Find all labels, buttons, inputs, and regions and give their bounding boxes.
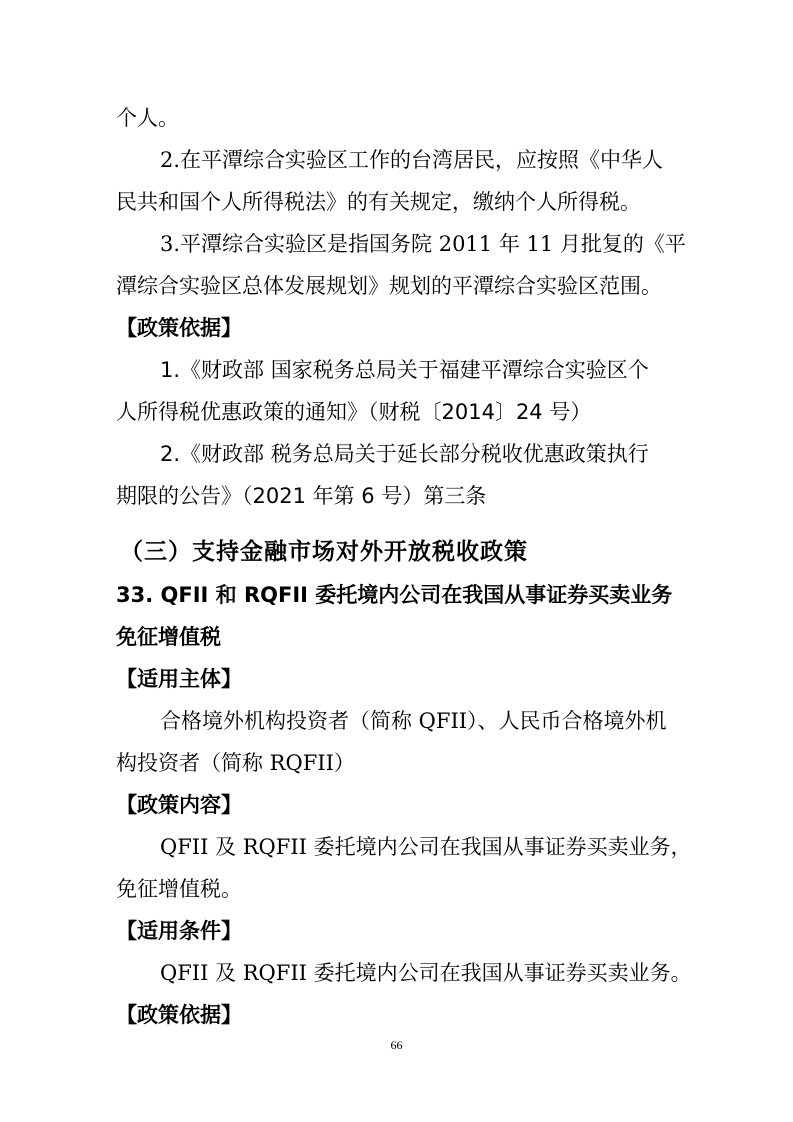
body-text-line: QFII 及 RQFII 委托境内公司在我国从事证券买卖业务。 <box>160 961 692 985</box>
body-text-line: 2.在平潭综合实验区工作的台湾居民，应按照《中华人 <box>160 148 664 172</box>
heading-policy-content: 【政策内容】 <box>116 793 242 817</box>
body-text-line: QFII 及 RQFII 委托境内公司在我国从事证券买卖业务， <box>160 835 692 859</box>
heading-policy-basis: 【政策依据】 <box>116 1003 242 1027</box>
body-text-line: 免征增值税。 <box>116 877 242 901</box>
policy-basis-item: 期限的公告》（2021 年第 6 号）第三条 <box>116 484 487 508</box>
policy-basis-item: 1.《财政部 国家税务总局关于福建平潭综合实验区个 <box>160 358 649 382</box>
body-text-line: 潭综合实验区总体发展规划》规划的平潭综合实验区范围。 <box>116 274 662 298</box>
page-number: 66 <box>390 1038 403 1052</box>
body-text-line: 合格境外机构投资者（简称 QFII）、人民币合格境外机 <box>160 709 667 733</box>
heading-policy-basis: 【政策依据】 <box>116 316 242 340</box>
policy-basis-item: 人所得税优惠政策的通知》（财税〔2014〕24 号） <box>116 400 592 424</box>
policy-basis-item: 2.《财政部 税务总局关于延长部分税收优惠政策执行 <box>160 442 649 466</box>
item-title: 免征增值税 <box>116 625 221 649</box>
section-title: （三）支持金融市场对外开放税收政策 <box>120 539 528 565</box>
body-text-line: 3.平潭综合实验区是指国务院 2011 年 11 月批复的《平 <box>160 232 686 256</box>
heading-applicable-conditions: 【适用条件】 <box>116 919 242 943</box>
item-title: 33. QFII 和 RQFII 委托境内公司在我国从事证券买卖业务 <box>116 583 673 607</box>
body-text-line: 个人。 <box>116 106 179 130</box>
heading-applicable-subject: 【适用主体】 <box>116 667 242 691</box>
body-text-line: 民共和国个人所得税法》的有关规定，缴纳个人所得税。 <box>116 190 641 214</box>
body-text-line: 构投资者（简称 RQFII） <box>116 751 355 775</box>
